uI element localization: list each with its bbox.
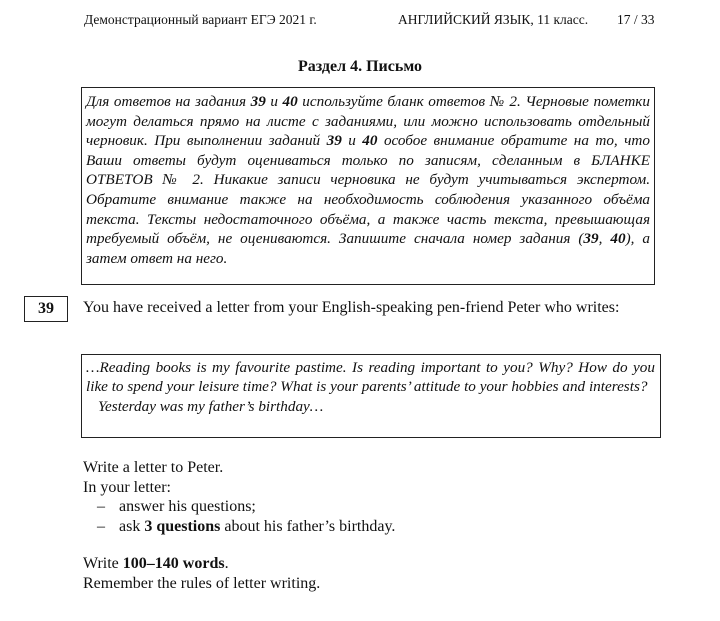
task-ref: 39 — [326, 132, 342, 150]
letter-excerpt-closing: Yesterday was my father’s birthday… — [98, 397, 324, 415]
instructions-text: особое внимание обратите на то, что Ваши ответы будут оцениваться только по записям, сделанным в БЛАНКЕ ОТВЕТОВ № 2. Никакие записи черновика не будут учитываться экспертом. Обратите внимание также на необходимость соблюдения указанного объёма текста. Тексты недостаточного объёма, а также часть текста, превышающая требуемый объём, не оцениваются. Запишите сначала номер задания ( — [86, 132, 650, 248]
task-ref: 39 — [583, 230, 599, 248]
subject-label: АНГЛИЙСКИЙ ЯЗЫК, 11 класс. — [398, 12, 589, 27]
task-ref: 40 — [610, 230, 626, 248]
instructions-text: и — [265, 93, 283, 110]
task-ref: 40 — [282, 93, 298, 110]
exam-variant-label: Демонстрационный вариант ЕГЭ 2021 г. — [84, 12, 317, 27]
word-count-text: . — [224, 555, 229, 572]
task-number-box: 39 — [24, 296, 68, 322]
task-ref: 39 — [250, 93, 266, 110]
dash-bullet: – — [97, 517, 105, 535]
in-letter-label: In your letter: — [83, 478, 171, 496]
list-item-text: answer his questions; — [119, 498, 256, 515]
list-item-text: ask — [119, 517, 145, 535]
list-item-text: about his father’s birthday. — [220, 517, 396, 535]
instructions-box — [81, 87, 655, 285]
word-count-emphasis: 100–140 words — [122, 555, 225, 572]
task-instructions — [83, 458, 683, 593]
instructions-text: ), а затем ответ на него. — [86, 230, 650, 267]
remember-rules: Remember the rules of letter writing. — [83, 574, 321, 592]
letter-excerpt-box — [81, 354, 661, 438]
word-count-instruction — [83, 554, 683, 574]
list-item-emphasis: 3 questions — [144, 517, 221, 535]
section-title: Раздел 4. Письмо — [298, 58, 422, 75]
task-prompt: You have received a letter from your English-speaking pen-friend Peter who writes: — [83, 299, 620, 316]
list-item — [83, 517, 683, 537]
list-item — [83, 497, 683, 517]
instructions-text: Для ответов на задания — [86, 93, 251, 110]
instructions-text: , — [598, 230, 611, 248]
page-header — [0, 12, 720, 34]
letter-excerpt-text: …Reading books is my favourite pastime. Is reading important to you? Why? How do you like to spend your leisure time? What is your parents’ attitude to your hobbies and interests? — [86, 359, 655, 396]
page-number: 17 / 33 — [617, 12, 655, 27]
task-ref: 40 — [362, 132, 378, 150]
dash-bullet: – — [97, 498, 105, 515]
write-instruction: Write a letter to Peter. — [83, 459, 224, 476]
instructions-text: и — [341, 132, 363, 150]
word-count-text: Write — [83, 555, 123, 572]
instructions-text: используйте бланк ответов № 2. Черновые пометки могут делаться прямо на листе с заданиями, или можно использовать отдельный черновик. При выполнении заданий — [86, 93, 650, 150]
